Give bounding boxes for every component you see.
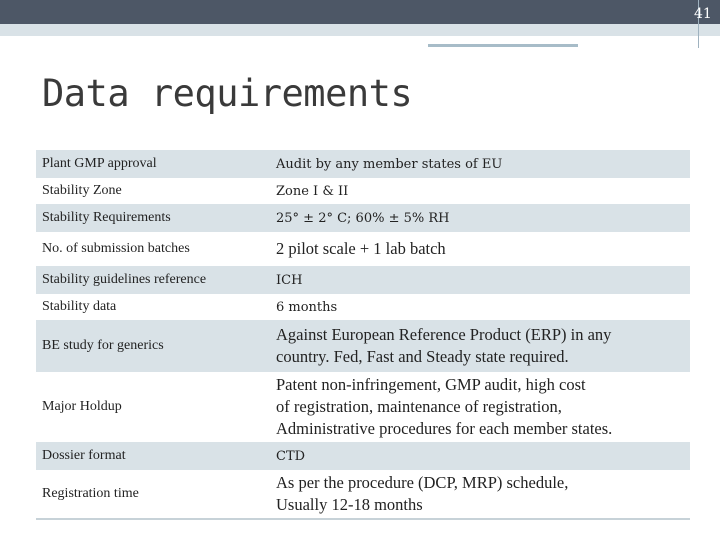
value-line: As per the procedure (DCP, MRP) schedule, (276, 473, 569, 492)
row-label: Stability Zone (42, 183, 122, 198)
value-line: Administrative procedures for each member states. (276, 419, 613, 438)
value-line: ICH (276, 272, 303, 288)
value-line: 25° ± 2° C; 60% ± 5% RH (276, 210, 450, 226)
table-row (36, 178, 690, 204)
table-row (36, 294, 690, 320)
row-value (270, 374, 690, 440)
value-line: Against European Reference Product (ERP) in any (276, 325, 612, 344)
value-line: country. Fed, Fast and Steady state required. (276, 347, 569, 366)
value-line: 2 pilot scale + 1 lab batch (276, 239, 446, 258)
header-band (0, 0, 720, 24)
page-number: 41 (694, 6, 712, 22)
row-label: No. of submission batches (42, 241, 190, 256)
row-value (270, 300, 690, 315)
table-row (36, 266, 690, 294)
table-row (36, 372, 690, 442)
row-value (270, 184, 690, 199)
value-line: Patent non-infringement, GMP audit, high cost (276, 375, 586, 394)
table-row (36, 232, 690, 266)
requirements-table (36, 150, 690, 520)
value-line: Usually 12-18 months (276, 495, 423, 514)
row-value (270, 273, 690, 288)
value-line: of registration, maintenance of registration, (276, 397, 562, 416)
row-label: BE study for generics (42, 338, 164, 353)
value-line: Audit by any member states of EU (276, 156, 503, 172)
table-row (36, 150, 690, 178)
table-row (36, 204, 690, 232)
row-value (270, 472, 690, 516)
value-line: 6 months (276, 299, 338, 315)
slide-title: Data requirements (42, 72, 413, 115)
value-line: Zone I & II (276, 183, 349, 199)
value-line: CTD (276, 448, 306, 464)
accent-line (428, 44, 578, 47)
row-value (270, 211, 690, 226)
row-label: Stability Requirements (42, 210, 171, 225)
row-label: Stability guidelines reference (42, 272, 207, 287)
row-value (270, 238, 690, 260)
table-row (36, 470, 690, 518)
header-sub-band (0, 24, 720, 36)
row-label: Plant GMP approval (42, 156, 157, 171)
row-label: Dossier format (42, 448, 126, 463)
row-value (270, 324, 690, 368)
row-label: Major Holdup (42, 399, 122, 414)
row-value (270, 157, 690, 172)
row-label: Registration time (42, 486, 139, 501)
table-row (36, 320, 690, 372)
row-value (270, 449, 690, 464)
row-label: Stability data (42, 299, 117, 314)
table-row (36, 442, 690, 470)
